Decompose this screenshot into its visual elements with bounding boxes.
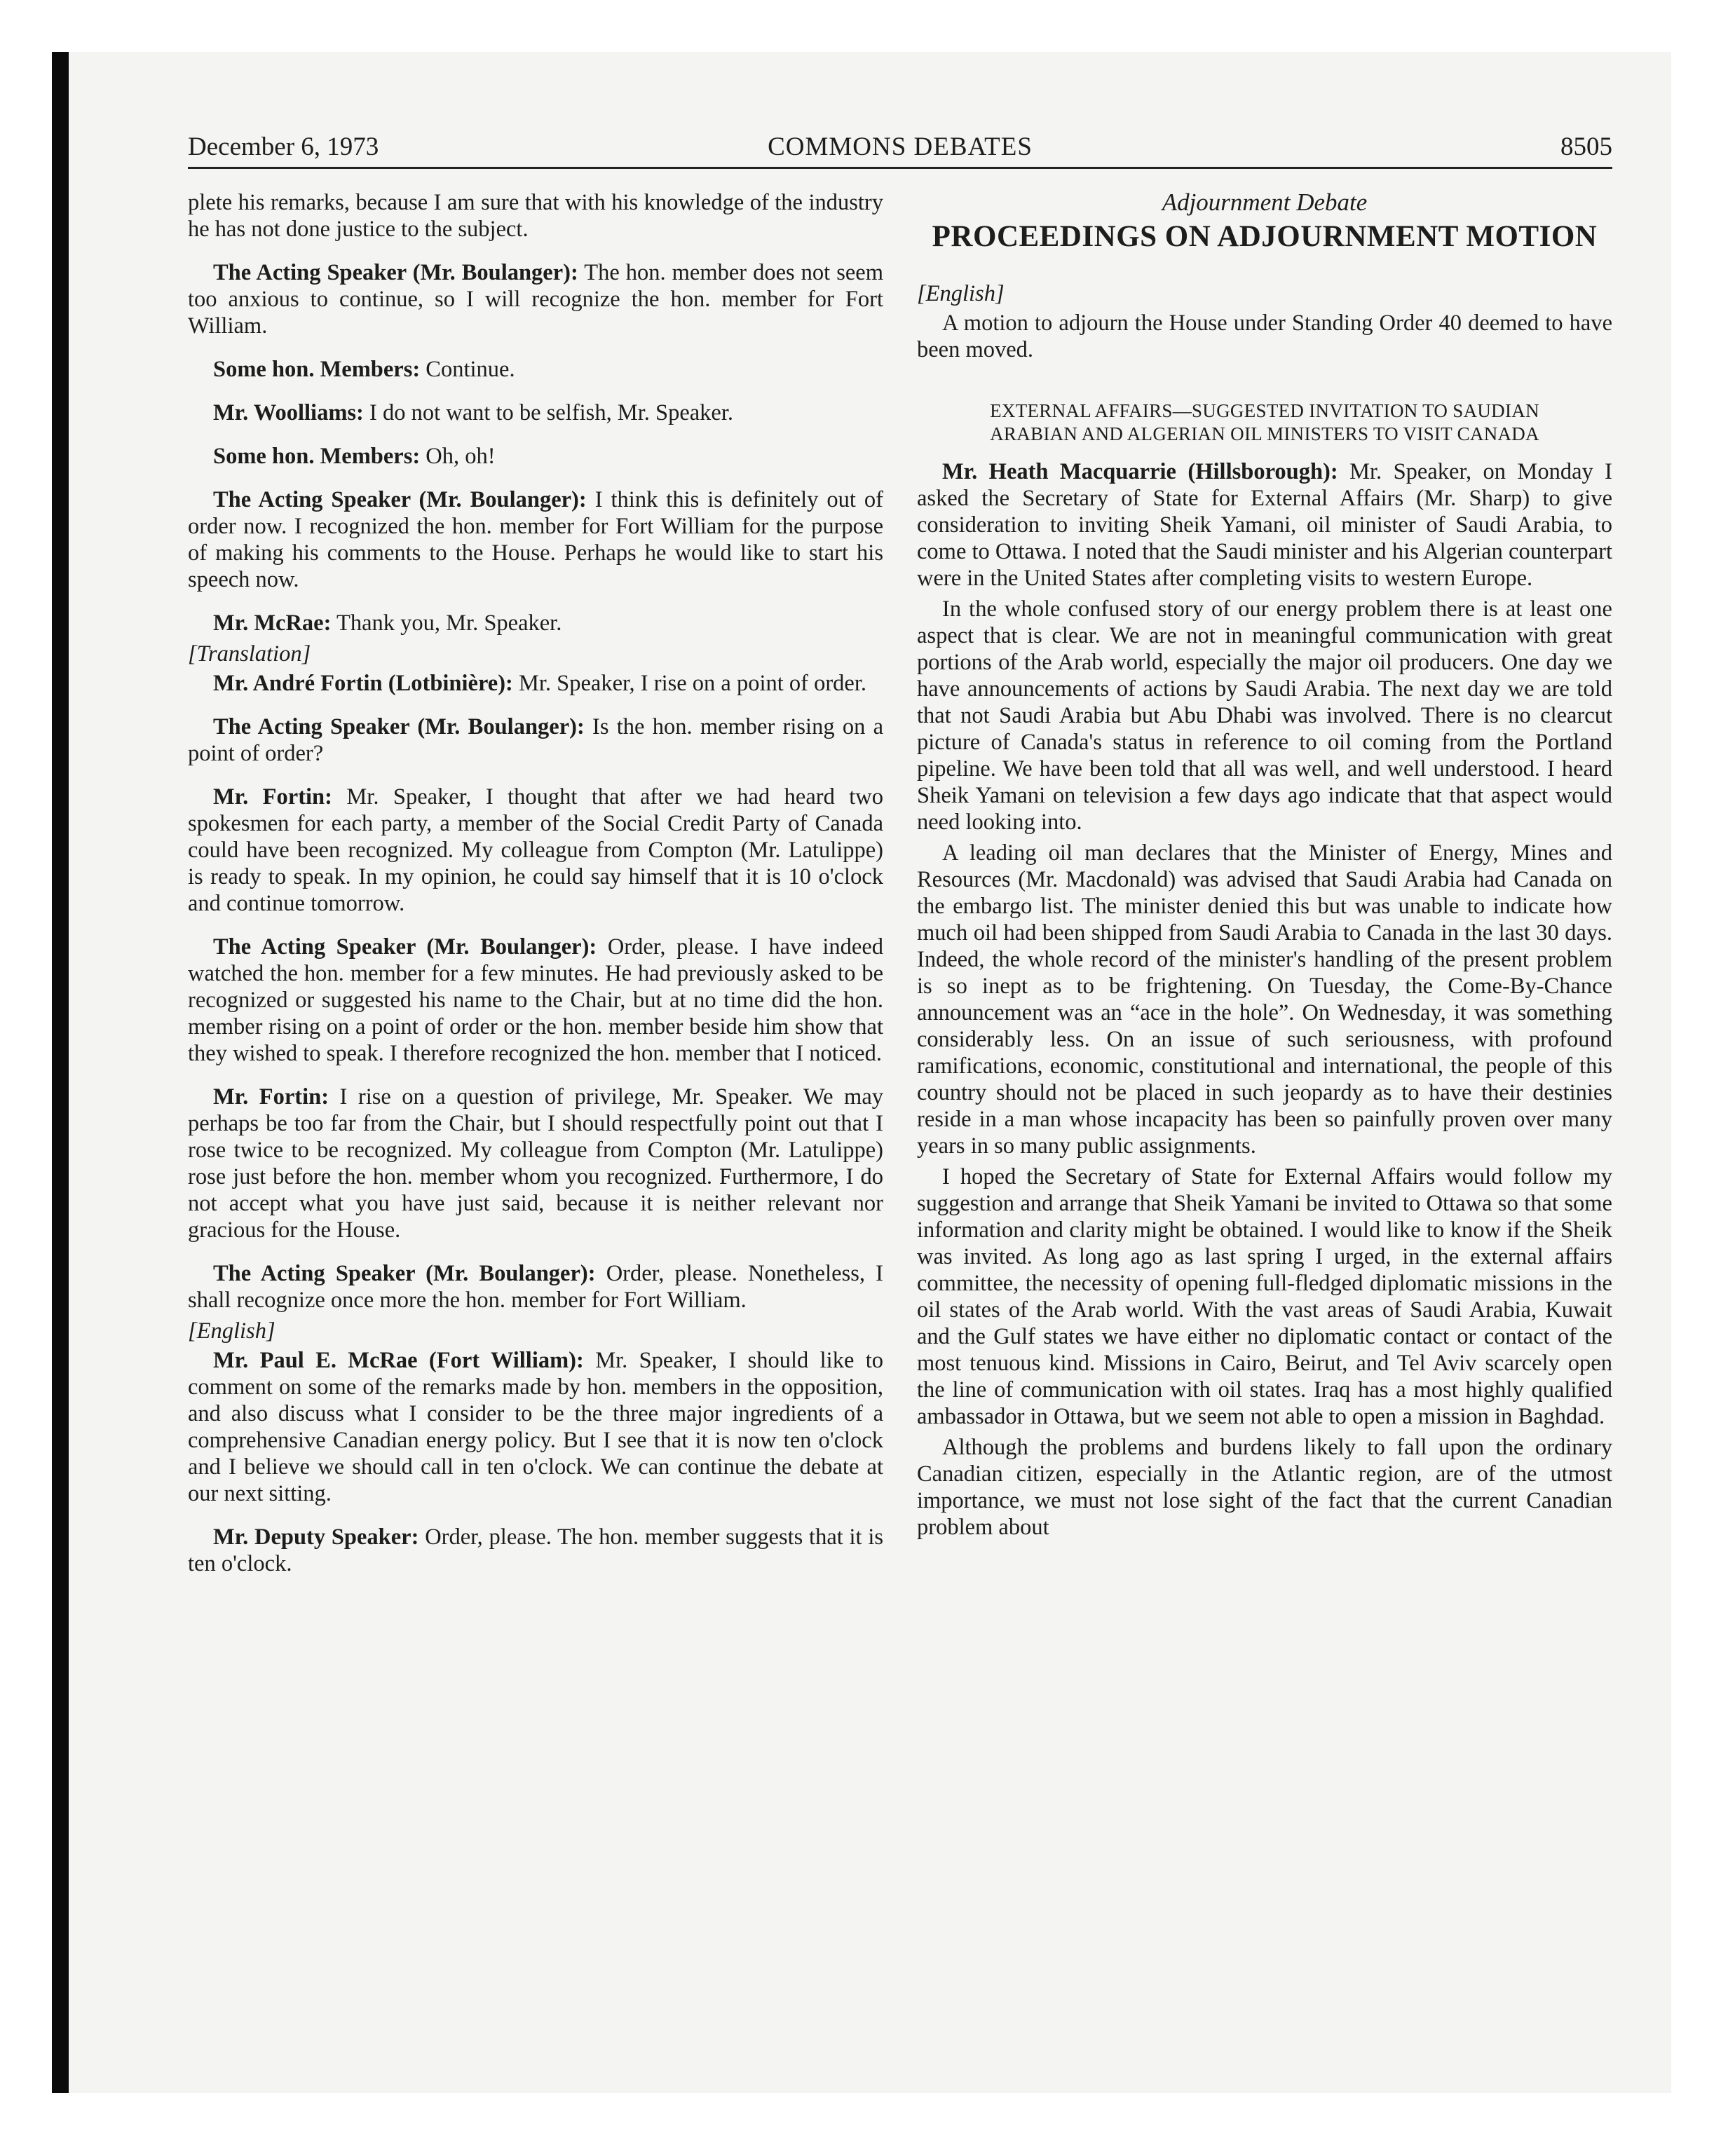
section-heading: PROCEEDINGS ON ADJOURNMENT MOTION xyxy=(932,220,1598,253)
paragraph: I hoped the Secretary of State for External Affairs would follow my suggestion and arrange that Sheik Yamani be invited to Ottawa so that some information and clarity might be obtained. I would like to know if the Sheik was invited. As long ago as last spring I urged, in the external affairs committee, the necessity of opening full-fledged diplomatic missions in the oil states of the Arab world. With the vast areas of Saudi Arabia, Kuwait and the Gulf states we have either no diplomatic contact or contact of the most tenuous kind. Missions in Cairo, Beirut, and Tel Aviv scarcely open the line of communication with oil states. Iraq has a most highly qualified ambassador in Ottawa, but we seem not able to open a mission in Baghdad. xyxy=(917,1164,1612,1429)
right-column xyxy=(917,189,1612,1545)
paragraph: The Acting Speaker (Mr. Boulanger): Order, please. I have indeed watched the hon. member for a few minutes. He had previously asked to be recognized or suggested his name to the Chair, but at no time did the hon. member rising on a point of order or the hon. member beside him show that they wished to speak. I therefore recognized the hon. member that I noticed. xyxy=(188,934,883,1066)
paragraph: Mr. Heath Macquarrie (Hillsborough): Mr. Speaker, on Monday I asked the Secretary of State for External Affairs (Mr. Sharp) to give consideration to inviting Sheik Yamani, oil minister of Saudi Arabia, to come to Ottawa. I noted that the Saudi minister and his Algerian counterpart were in the United States after completing visits to western Europe. xyxy=(917,459,1612,591)
section-running-title: Adjournment Debate xyxy=(1162,189,1368,216)
speaker-name: Mr. Paul E. McRae (Fort William): xyxy=(213,1348,584,1373)
paragraph: A leading oil man declares that the Minister of Energy, Mines and Resources (Mr. Macdonald) was advised that Saudi Arabia had Canada on the embargo list. The minister denied this but was unable to indicate how much oil had been shipped from Saudi Arabia to Canada in the last 30 days. Indeed, the whole record of the minister's handling of the present problem is so inept as to be frightening. On Tuesday, the Come-By-Chance announcement was an “ace in the hole”. On Wednesday, it was something considerably less. On an issue of such seriousness, with profound ramifications, economic, constitutional and international, the people of this country should not be placed in such jeopardy as to have their destinies reside in a man whose incapacity has been so painfully proven over many years in so many public assignments. xyxy=(917,840,1612,1159)
speaker-name: Mr. McRae: xyxy=(213,610,332,636)
speaker-name: The Acting Speaker (Mr. Boulanger): xyxy=(213,714,585,739)
speaker-name: Mr. André Fortin (Lotbinière): xyxy=(213,671,513,696)
speaker-name: Mr. Deputy Speaker: xyxy=(213,1524,419,1550)
paragraph: The Acting Speaker (Mr. Boulanger): Is the hon. member rising on a point of order? xyxy=(188,714,883,766)
paragraph: Although the problems and burdens likely to fall upon the ordinary Canadian citizen, especially in the Atlantic region, are of the utmost importance, we must not lose sight of the fact that the current Canadian problem about xyxy=(917,1435,1612,1540)
speaker-name: The Acting Speaker (Mr. Boulanger): xyxy=(213,487,587,512)
paragraph: In the whole confused story of our energy problem there is at least one aspect that is clear. We are not in meaningful communication with great portions of the Arab world, especially the major oil producers. One day we have announcements of actions by Saudi Arabia. The next day we are told that not Saudi Arabia but Abu Dhabi was involved. There is no clearcut picture of Canada's status in reference to oil coming from the Portland pipeline. We have been told that all was well, and well understood. I heard Sheik Yamani on television a few days ago indicate that that aspect would need looking into. xyxy=(917,596,1612,835)
scan-edge-shadow xyxy=(52,52,69,2093)
speaker-name: Mr. Woolliams: xyxy=(213,400,364,425)
speaker-name: The Acting Speaker (Mr. Boulanger): xyxy=(213,1261,596,1286)
paragraph: The Acting Speaker (Mr. Boulanger): Order, please. Nonetheless, I shall recognize once more the hon. member for Fort William. xyxy=(188,1261,883,1313)
header-rule xyxy=(188,167,1612,169)
paragraph: The Acting Speaker (Mr. Boulanger): I think this is definitely out of order now. I recognized the hon. member for Fort William for the purpose of making his comments to the House. Perhaps he would like to start his speech now. xyxy=(188,487,883,592)
debate-subheading: EXTERNAL AFFAIRS—SUGGESTED INVITATION TO SAUDIAN ARABIAN AND ALGERIAN OIL MINISTERS TO VISIT CANADA xyxy=(990,400,1539,444)
paragraph: Mr. André Fortin (Lotbinière): Mr. Speaker, I rise on a point of order. xyxy=(213,671,867,696)
language-tag: [English] xyxy=(917,281,1005,306)
left-column xyxy=(188,189,883,1594)
speaker-name: The Acting Speaker (Mr. Boulanger): xyxy=(213,260,578,285)
language-tag: [Translation] xyxy=(188,641,311,667)
header-date: December 6, 1973 xyxy=(188,132,379,161)
paragraph: plete his remarks, because I am sure that with his knowledge of the industry he has not done justice to the subject. xyxy=(188,190,883,242)
speaker-name: Mr. Fortin: xyxy=(213,784,332,810)
paragraph: Some hon. Members: Continue. xyxy=(213,357,515,382)
page-header xyxy=(188,132,1612,167)
paragraph: Mr. Woolliams: I do not want to be selfish, Mr. Speaker. xyxy=(213,400,734,425)
speaker-name: Some hon. Members: xyxy=(213,357,421,382)
motion-paragraph: A motion to adjourn the House under Standing Order 40 deemed to have been moved. xyxy=(917,311,1612,362)
paragraph: Mr. Paul E. McRae (Fort William): Mr. Speaker, I should like to comment on some of the remarks made by hon. members in the opposition, and also discuss what I consider to be the three major ingredients of a comprehensive Canadian energy policy. But I see that it is now ten o'clock and I believe we should call in ten o'clock. We can continue the debate at our next sitting. xyxy=(188,1348,884,1506)
paragraph: Mr. Fortin: Mr. Speaker, I thought that after we had heard two spokesmen for each party, a member of the Social Credit Party of Canada could have been recognized. My colleague from Compton (Mr. Latulippe) is ready to speak. In my opinion, he could say himself that it is 10 o'clock and continue tomorrow. xyxy=(188,784,884,916)
speaker-name: Some hon. Members: xyxy=(213,444,421,469)
paragraph: Mr. McRae: Thank you, Mr. Speaker. xyxy=(213,610,562,636)
language-tag: [English] xyxy=(188,1318,275,1344)
paragraph: Some hon. Members: Oh, oh! xyxy=(213,444,496,469)
paragraph: Mr. Fortin: I rise on a question of privilege, Mr. Speaker. We may perhaps be too far from the Chair, but I should respectfully point out that I rose twice to be recognized. My colleague from Compton (Mr. Latulippe) rose just before the hon. member whom you recognized. Furthermore, I do not accept what you have just said, because it is neither relevant nor gracious for the House. xyxy=(188,1084,884,1243)
header-title: COMMONS DEBATES xyxy=(768,132,1033,161)
speaker-name: The Acting Speaker (Mr. Boulanger): xyxy=(213,934,597,960)
speaker-name: Mr. Heath Macquarrie (Hillsborough): xyxy=(942,459,1338,484)
speaker-name: Mr. Fortin: xyxy=(213,1084,329,1110)
paragraph: The Acting Speaker (Mr. Boulanger): The hon. member does not seem too anxious to continue, so I will recognize the hon. member for Fort William. xyxy=(188,260,883,339)
paragraph: Mr. Deputy Speaker: Order, please. The hon. member suggests that it is ten o'clock. xyxy=(188,1524,884,1576)
header-page-number: 8505 xyxy=(1560,132,1612,161)
